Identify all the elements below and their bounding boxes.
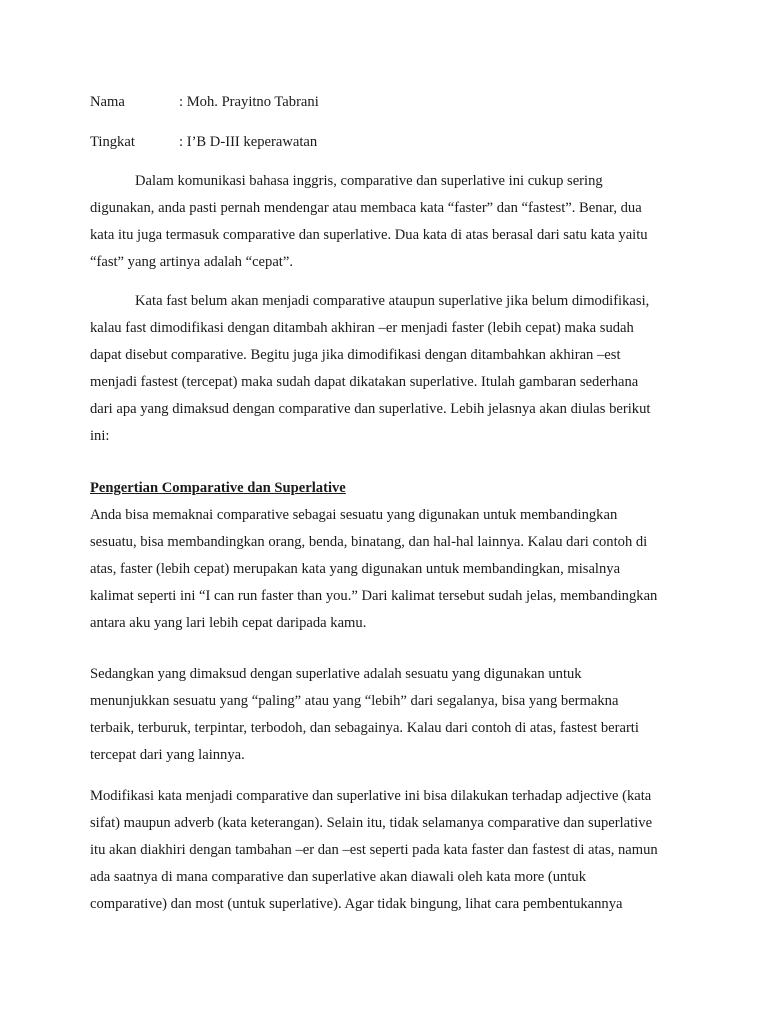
paragraph-line: tercepat dari yang lainnya. (90, 747, 245, 763)
paragraph-line: menunjukkan sesuatu yang “paling” atau yang “lebih” dari segalanya, bisa yang bermakna (90, 693, 619, 709)
level-value: : I’B D-III keperawatan (179, 134, 318, 150)
paragraph-line: ini: (90, 428, 110, 444)
paragraph-line: digunakan, anda pasti pernah mendengar atau membaca kata “faster” dan “fastest”. Benar, dua (90, 200, 642, 216)
paragraph-line: dapat disebut comparative. Begitu juga jika dimodifikasi dengan ditambahkan akhiran –est (90, 347, 621, 363)
paragraph-line: itu akan diakhiri dengan tambahan –er dan –est seperti pada kata faster dan fastest di atas, namun (90, 842, 658, 858)
name-value: : Moh. Prayitno Tabrani (179, 94, 319, 110)
paragraph-line: comparative) dan most (untuk superlative). Agar tidak bingung, lihat cara pembentukannya (90, 896, 623, 912)
paragraph-line: sesuatu, bisa membandingkan orang, benda, binatang, dan hal-hal lainnya. Kalau dari contoh di (90, 534, 648, 550)
paragraph-line: Sedangkan yang dimaksud dengan superlative adalah sesuatu yang digunakan untuk (90, 666, 582, 682)
paragraph-line: terbaik, terburuk, terpintar, terbodoh, dan sebagainya. Kalau dari contoh di atas, fastest berarti (90, 720, 639, 736)
paragraph-line: kata itu juga termasuk comparative dan superlative. Dua kata di atas berasal dari satu kata yaitu (90, 227, 648, 243)
paragraph-line: menjadi fastest (tercepat) maka sudah dapat dikatakan superlative. Itulah gambaran sederhana (90, 374, 639, 390)
paragraph-line: kalimat seperti ini “I can run faster than you.” Dari kalimat tersebut sudah jelas, membandingkan (90, 588, 658, 604)
paragraph-line: ada saatnya di mana comparative dan superlative akan diawali oleh kata more (untuk (90, 869, 586, 885)
name-label: Nama (90, 94, 125, 110)
paragraph-line: Dalam komunikasi bahasa inggris, comparative dan superlative ini cukup sering (135, 173, 603, 189)
paragraph-line: dari apa yang dimaksud dengan comparative dan superlative. Lebih jelasnya akan diulas berikut (90, 401, 651, 417)
paragraph-line: sifat) maupun adverb (kata keterangan). Selain itu, tidak selamanya comparative dan superlative (90, 815, 653, 831)
paragraph-line: kalau fast dimodifikasi dengan ditambah akhiran –er menjadi faster (lebih cepat) maka sudah (90, 320, 634, 336)
paragraph-line: Modifikasi kata menjadi comparative dan superlative ini bisa dilakukan terhadap adjective (kata (90, 788, 652, 804)
paragraph-line: atas, faster (lebih cepat) merupakan kata yang digunakan untuk membandingkan, misalnya (90, 561, 621, 577)
section-heading: Pengertian Comparative dan Superlative (90, 480, 346, 496)
paragraph-line: “fast” yang artinya adalah “cepat”. (90, 254, 293, 270)
paragraph-line: antara aku yang lari lebih cepat daripada kamu. (90, 615, 367, 631)
paragraph-line: Kata fast belum akan menjadi comparative ataupun superlative jika belum dimodifikasi, (135, 293, 650, 309)
level-label: Tingkat (90, 134, 135, 150)
paragraph-line: Anda bisa memaknai comparative sebagai sesuatu yang digunakan untuk membandingkan (90, 507, 618, 523)
